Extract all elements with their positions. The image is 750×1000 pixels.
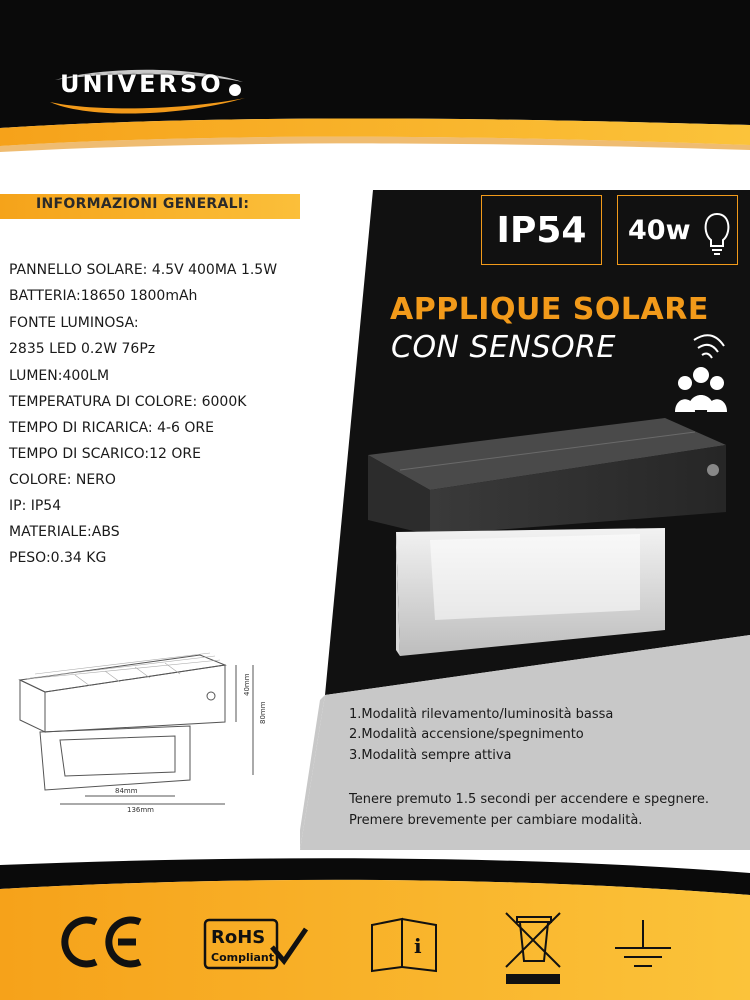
svg-text:Compliant: Compliant (211, 951, 275, 964)
footer-banner (0, 855, 750, 1000)
product-subtitle: CON SENSORE (391, 330, 616, 365)
dim-height-top: 40mm (243, 673, 251, 696)
instruction-hold: Tenere premuto 1.5 secondi per accendere e spegnere. (349, 792, 709, 807)
spec-material: MATERIALE:ABS (9, 524, 120, 540)
svg-text:i: i (414, 934, 422, 958)
spec-lumen: LUMEN:400LM (9, 368, 110, 384)
spec-charge-time: TEMPO DI RICARICA: 4-6 ORE (9, 420, 214, 436)
dim-width-total: 136mm (127, 806, 154, 814)
ip54-badge: IP54 (481, 195, 602, 265)
wattage-badge: 40w (617, 195, 738, 265)
spec-light-source: FONTE LUMINOSA: (9, 315, 139, 331)
mode-button-icon (707, 464, 719, 476)
product-title: APPLIQUE SOLARE (390, 292, 709, 327)
spec-solar-panel: PANNELLO SOLARE: 4.5V 400MA 1.5W (9, 262, 278, 278)
mode-2: 2.Modalità accensione/spegnimento (349, 727, 584, 742)
dim-width-inner: 84mm (115, 787, 138, 795)
mode-3: 3.Modalità sempre attiva (349, 748, 512, 763)
spec-ip: IP: IP54 (9, 498, 62, 514)
spec-weight: PESO:0.34 KG (9, 550, 107, 566)
spec-color: COLORE: NERO (9, 472, 116, 488)
brand-logo: UNIVERSO (60, 70, 224, 98)
spec-color-temp: TEMPERATURA DI COLORE: 6000K (9, 394, 247, 410)
info-heading: INFORMAZIONI GENERALI: (36, 196, 250, 212)
spec-battery: BATTERIA:18650 1800mAh (9, 288, 198, 304)
instruction-press: Premere brevemente per cambiare modalità. (349, 813, 643, 828)
spec-led: 2835 LED 0.2W 76Pz (9, 341, 156, 357)
header-banner (0, 0, 750, 175)
dim-height-total: 80mm (259, 701, 267, 724)
spec-discharge-time: TEMPO DI SCARICO:12 ORE (9, 446, 201, 462)
dimension-drawing (15, 650, 275, 815)
svg-text:RoHS: RoHS (211, 927, 266, 948)
mode-1: 1.Modalità rilevamento/luminosità bassa (349, 707, 614, 722)
